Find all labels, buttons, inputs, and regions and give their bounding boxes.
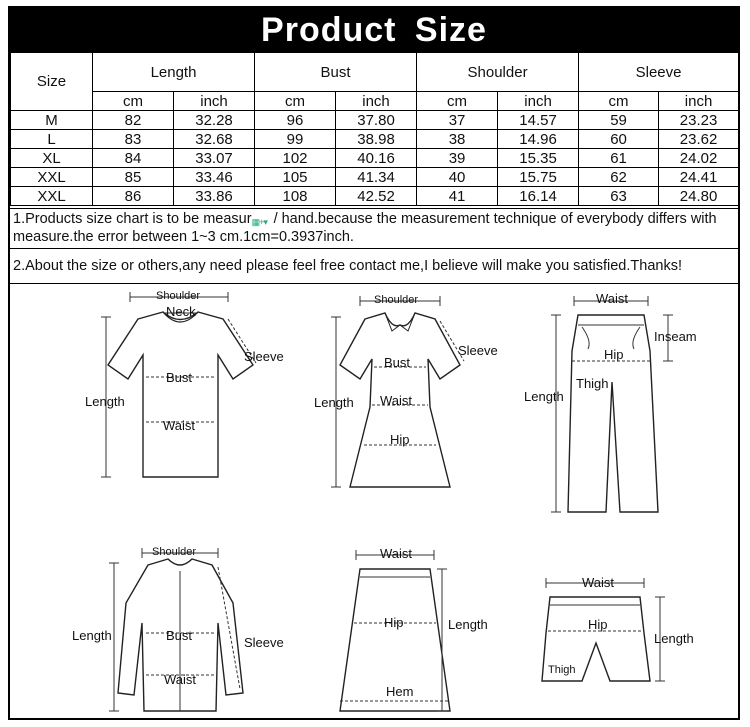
table-cell: M: [11, 111, 93, 130]
unit-cell: cm: [255, 92, 336, 111]
hip-label: Hip: [604, 347, 624, 362]
table-cell: 61: [579, 149, 659, 168]
thigh-label: Thigh: [576, 376, 609, 391]
table-cell: 32.28: [174, 111, 255, 130]
table-cell: 59: [579, 111, 659, 130]
table-cell: L: [11, 130, 93, 149]
table-cell: 40.16: [336, 149, 417, 168]
group-header-length: Length: [93, 53, 255, 92]
table-cell: 33.07: [174, 149, 255, 168]
waist-label: Waist: [380, 393, 413, 408]
sleeve-label: Sleeve: [244, 349, 284, 364]
hem-label: Hem: [386, 684, 414, 699]
unit-cell: cm: [417, 92, 498, 111]
hip-label: Hip: [588, 617, 608, 632]
waist-label: Waist: [380, 546, 413, 561]
bust-label: Bust: [166, 370, 193, 385]
table-cell: 42.52: [336, 187, 417, 206]
bust-label: Bust: [166, 628, 193, 643]
table-cell: 96: [255, 111, 336, 130]
table-cell: XL: [11, 149, 93, 168]
table-cell: 105: [255, 168, 336, 187]
table-cell: 82: [93, 111, 174, 130]
table-cell: 38: [417, 130, 498, 149]
table-cell: 33.46: [174, 168, 255, 187]
waist-label: Waist: [596, 291, 629, 306]
length-label: Length: [72, 628, 112, 643]
contact-note: 2.About the size or others,any need please feel free contact me,I believe will make you satisfied.Thanks!: [10, 248, 738, 284]
table-cell: 24.80: [659, 187, 739, 206]
size-header: Size: [11, 53, 93, 111]
tshirt-diagram: [68, 287, 288, 487]
shirt-diagram: [68, 543, 293, 718]
table-cell: 85: [93, 168, 174, 187]
unit-cell: inch: [659, 92, 739, 111]
table-cell: 32.68: [174, 130, 255, 149]
length-label: Length: [448, 617, 488, 632]
table-cell: XXL: [11, 187, 93, 206]
shoulder-label: Shoulder: [156, 290, 201, 302]
group-header-sleeve: Sleeve: [579, 53, 739, 92]
blouse-diagram: [300, 287, 520, 502]
table-row: [11, 187, 739, 206]
table-cell: 23.62: [659, 130, 739, 149]
table-cell: 15.35: [498, 149, 579, 168]
unit-cell: cm: [579, 92, 659, 111]
shorts-diagram: [520, 573, 710, 688]
table-row: [11, 111, 739, 130]
table-cell: 14.96: [498, 130, 579, 149]
table-row: [11, 168, 739, 187]
hip-label: Hip: [384, 615, 404, 630]
shoulder-label: Shoulder: [374, 294, 419, 306]
unit-cell: inch: [336, 92, 417, 111]
measurement-note: [10, 208, 738, 248]
waist-label: Waist: [164, 672, 197, 687]
group-header-shoulder: Shoulder: [417, 53, 579, 92]
table-cell: 24.02: [659, 149, 739, 168]
table-cell: 41: [417, 187, 498, 206]
table-cell: 37.80: [336, 111, 417, 130]
table-cell: 33.86: [174, 187, 255, 206]
size-chart-frame: [8, 6, 740, 720]
table-cell: 15.75: [498, 168, 579, 187]
table-cell: 24.41: [659, 168, 739, 187]
table-unit-row: [11, 92, 739, 111]
length-label: Length: [654, 631, 694, 646]
inseam-label: Inseam: [654, 329, 697, 344]
waist-label: Waist: [163, 418, 196, 433]
measurement-diagrams: [10, 285, 738, 720]
table-cell: 83: [93, 130, 174, 149]
table-cell: 99: [255, 130, 336, 149]
group-header-bust: Bust: [255, 53, 417, 92]
neck-label: Neck: [166, 304, 196, 319]
unit-cell: inch: [498, 92, 579, 111]
table-row: [11, 130, 739, 149]
table-cell: 102: [255, 149, 336, 168]
size-table: [10, 52, 739, 206]
table-cell: 62: [579, 168, 659, 187]
waist-label: Waist: [582, 575, 615, 590]
unit-cell: inch: [174, 92, 255, 111]
table-cell: 63: [579, 187, 659, 206]
table-cell: 60: [579, 130, 659, 149]
note-text-end: / hand.because the measurement technique of everybody differs with measure.the error between 1~3 cm.1cm=0.3937inch.: [13, 211, 717, 245]
bust-label: Bust: [384, 355, 411, 370]
table-cell: 23.23: [659, 111, 739, 130]
length-label: Length: [524, 389, 564, 404]
note-text-start: 1.Products size chart is to be measur: [13, 211, 252, 227]
unit-cell: cm: [93, 92, 174, 111]
skirt-diagram: [330, 543, 510, 718]
shoulder-label: Shoulder: [152, 546, 197, 558]
table-cell: 86: [93, 187, 174, 206]
table-cell: 38.98: [336, 130, 417, 149]
table-cell: 108: [255, 187, 336, 206]
paste-options-icon[interactable]: ▦+▾: [251, 217, 267, 228]
table-cell: 39: [417, 149, 498, 168]
sleeve-label: Sleeve: [458, 343, 498, 358]
sleeve-label: Sleeve: [244, 635, 284, 650]
table-cell: XXL: [11, 168, 93, 187]
length-label: Length: [314, 395, 354, 410]
hip-label: Hip: [390, 432, 410, 447]
pants-diagram: [508, 287, 708, 517]
table-cell: 14.57: [498, 111, 579, 130]
length-label: Length: [85, 394, 125, 409]
table-cell: 84: [93, 149, 174, 168]
table-cell: 37: [417, 111, 498, 130]
table-row: [11, 149, 739, 168]
table-cell: 16.14: [498, 187, 579, 206]
table-group-header-row: [11, 53, 739, 92]
table-cell: 41.34: [336, 168, 417, 187]
page-title: Product Size: [10, 8, 738, 52]
thigh-label: Thigh: [548, 664, 576, 676]
table-cell: 40: [417, 168, 498, 187]
